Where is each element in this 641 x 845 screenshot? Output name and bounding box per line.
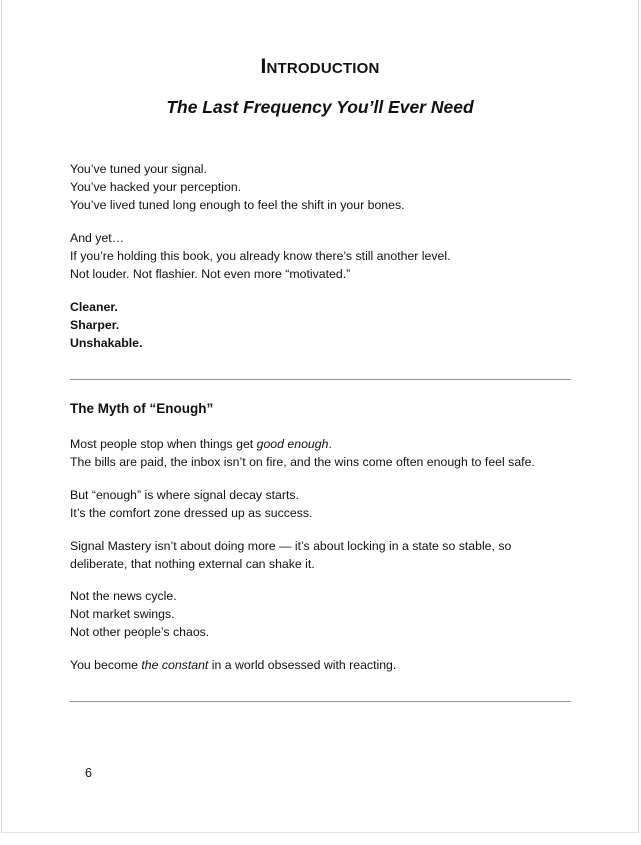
body-text: You become bbox=[70, 658, 142, 672]
intro-line: You’ve lived tuned long enough to feel the shift in your bones. bbox=[70, 198, 405, 212]
body-line: deliberate, that nothing external can shake it. bbox=[70, 557, 315, 571]
intro-line: You’ve hacked your perception. bbox=[70, 180, 242, 194]
body-text: Most people stop when things get bbox=[70, 437, 257, 451]
page-title: Introduction bbox=[260, 55, 380, 78]
intro-line: If you’re holding this book, you already know there’s still another level. bbox=[70, 249, 451, 263]
body-line: Not the news cycle. bbox=[70, 589, 177, 603]
page-number: 6 bbox=[85, 766, 92, 780]
body-line bbox=[70, 656, 396, 674]
intro-line: You’ve tuned your signal. bbox=[70, 162, 207, 176]
body-text: . bbox=[328, 437, 332, 451]
body-emphasis: good enough bbox=[256, 437, 329, 451]
section-divider bbox=[70, 701, 571, 702]
body-line: Signal Mastery isn’t about doing more — it’s about locking in a state so stable, so bbox=[70, 539, 512, 553]
body-line: Not market swings. bbox=[70, 607, 175, 621]
emphasis-line: Unshakable. bbox=[70, 336, 143, 350]
section-heading: The Myth of “Enough” bbox=[70, 401, 214, 416]
document-page bbox=[1, 0, 639, 833]
body-line: But “enough” is where signal decay starts. bbox=[70, 488, 299, 502]
body-line: Not other people’s chaos. bbox=[70, 625, 210, 639]
body-line: It’s the comfort zone dressed up as success. bbox=[70, 506, 313, 520]
intro-line: Not louder. Not flashier. Not even more “motivated.” bbox=[70, 267, 351, 281]
section-divider bbox=[70, 379, 571, 380]
body-line: The bills are paid, the inbox isn’t on fire, and the wins come often enough to feel safe. bbox=[70, 455, 535, 469]
body-line bbox=[70, 435, 332, 453]
intro-line: And yet… bbox=[70, 231, 124, 245]
body-text: in a world obsessed with reacting. bbox=[208, 658, 397, 672]
page-subtitle: The Last Frequency You’ll Ever Need bbox=[166, 97, 474, 117]
emphasis-line: Cleaner. bbox=[70, 300, 118, 314]
emphasis-line: Sharper. bbox=[70, 318, 120, 332]
body-emphasis: the constant bbox=[141, 658, 209, 672]
